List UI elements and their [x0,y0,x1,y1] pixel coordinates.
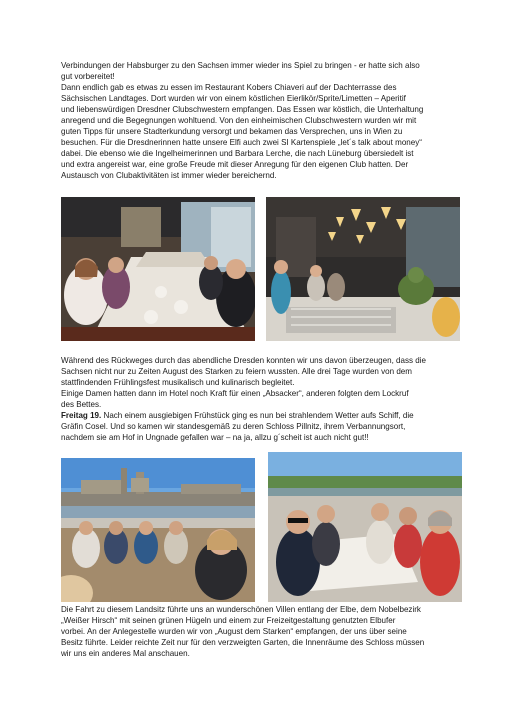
photo-ship-deck [61,458,255,602]
text-line: vorbei. An der Anlegestelle wurden wir von „August dem Starken“ empfangen, der uns über seine [61,627,407,637]
photo-bar-lamps [266,197,460,341]
photo-restaurant-table [61,197,255,341]
text-line: des Bettes. [61,400,102,410]
text-line: wir uns ein anderes Mal anschauen. [61,649,190,659]
paragraph-pillnitz [61,604,451,659]
text-line: guten Tipps für unsere Stadterkundung versorgt und bekamen das Versprechen, uns in Wien zu [61,127,403,137]
text-line: stattfindenden Frühlingsfest musikalisch und kulinarisch begleitet. [61,378,295,388]
text-line: dabei. Die ebenso wie die Ingelheimerinnen und Barbara Lerche, die nach Lüneburg übersiedelt ist [61,149,414,159]
text-line: „Weißer Hirsch“ mit seinen grünen Hügeln und einem zur Freizeitgestaltung genutzten Elbufer [61,616,396,626]
text-line: Verbindungen der Habsburger zu den Sachsen immer wieder ins Spiel zu bringen - er hatte sich also [61,61,420,70]
photo-women-on-deck [268,452,462,602]
friday-date-label: Freitag 19. [61,411,102,420]
text-line: Sachsen nicht nur zu Zeiten August des Starken zu feiern wussten. Alle drei Tage wurden von dem [61,367,412,377]
paragraph-friday: Freitag 19. Nach einem ausgiebigen Frühstück ging es nun bei strahlendem Wetter aufs Schiff, die Gräfin Cosel. Und so kamen wir standesgemäß zu deren Schloss Pillnitz, ihrem Verbannungsort, nachdem sie am Hof in Ungnade gefallen war – na ja, allzu g´scheit ist auch nicht gut!! [61,411,414,443]
text-line: anregend und die Begegnungen wohltuend. Von den einheimischen Clubschwestern wurden wir mit [61,116,417,126]
text-line: besuchen. Für die Dresdnerinnen hatte unsere Elfi auch zwei SI Kartenspiele „let´s talk about money“ [61,138,422,148]
text-line: und liebenswürdigen Dresdner Clubschwestern empfangen. Das Essen war köstlich, die Unterhaltung [61,105,424,115]
text-line: Sächsischen Landtages. Dort wurden wir von einem köstlichen Eierlikör/Sprite/Limetten – Aperitif [61,94,406,104]
text-line: Besitz führte. Leider reichte Zeit nur für den verzweigten Garten, die Innenräume des Schloss müssen [61,638,425,648]
text-line: Einige Damen hatten dann im Hotel noch Kraft für einen „Absacker“, anderen folgten dem Lockruf [61,389,409,399]
text-line: und extra angereist war, eine große Freude mit dieser Anregung für den eigenen Club hatten. Der [61,160,409,170]
text-line: Während des Rückweges durch das abendliche Dresden konnten wir uns davon überzeugen, dass die [61,356,427,365]
text-line: gut vorbereitet! [61,72,115,82]
text-line: Die Fahrt zu diesem Landsitz führte uns an wunderschönen Villen entlang der Elbe, dem Nobelbezirk [61,605,421,614]
paragraph-lunch [61,60,451,182]
text-line: Austausch von Clubaktivitäten ist immer wieder bereichernd. [61,171,277,181]
text-line: Dann endlich gab es etwas zu essen im Restaurant Kobers Chiaveri auf der Dachterrasse des [61,83,397,93]
paragraph-evening [61,355,451,410]
